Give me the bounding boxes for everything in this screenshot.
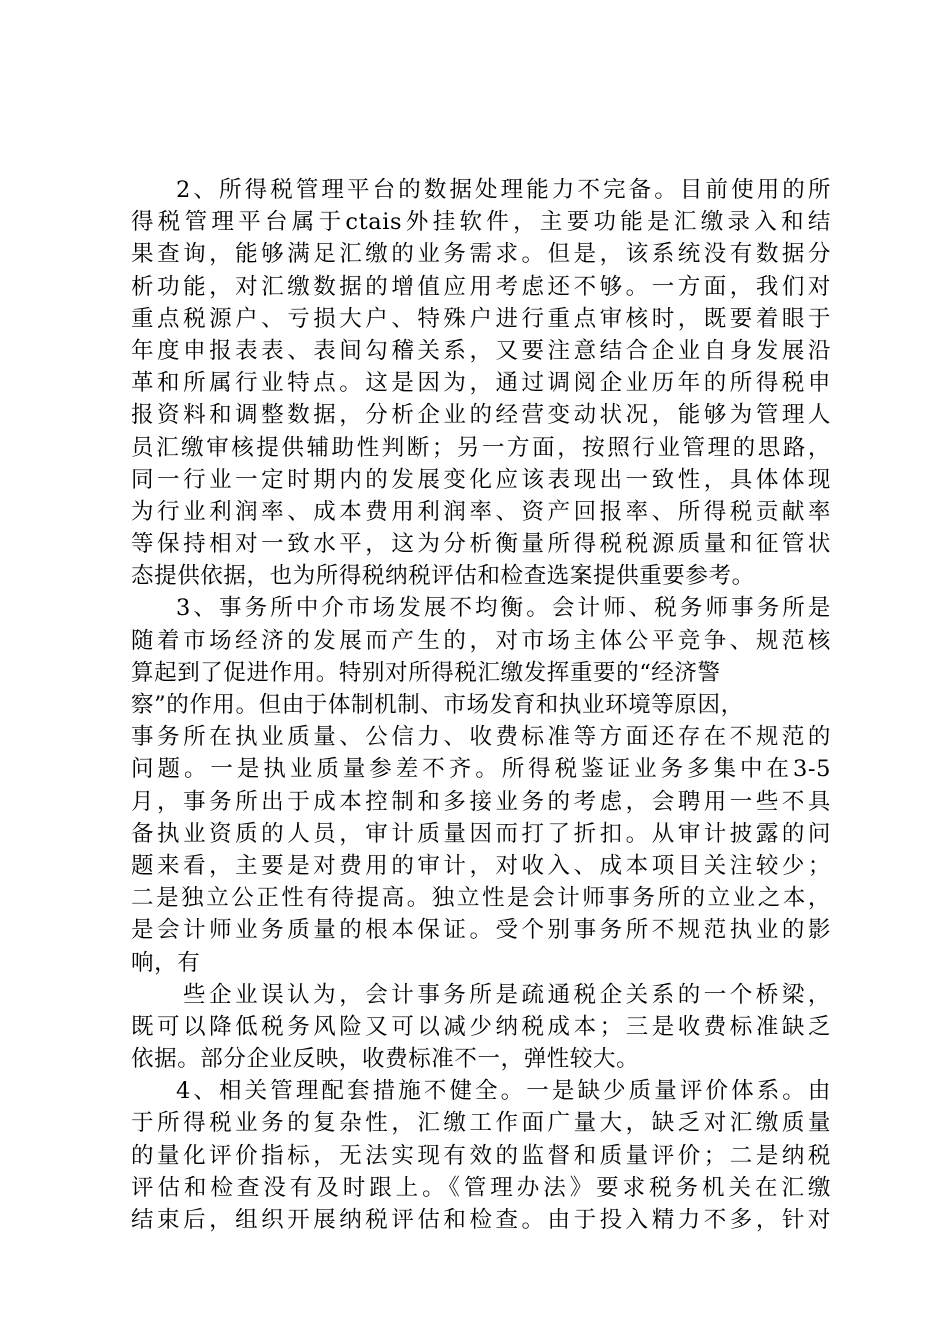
text-line: 评估和检查没有及时跟上。《管理办法》要求税务机关在汇缴 <box>131 1174 831 1201</box>
text-line: 年度申报表表、表间勾稽关系，又要注意结合企业自身发展沿 <box>131 337 831 364</box>
text-line: 态提供依据，也为所得税纳税评估和检查选案提供重要参考。 <box>131 563 755 590</box>
text-line: 问题。一是执业质量参差不齐。所得税鉴证业务多集中在3-5 <box>131 756 831 783</box>
text-line: 算起到了促进作用。特别对所得税汇缴发挥重要的“经济警 <box>131 659 721 686</box>
text-line: 得税管理平台属于ctais外挂软件，主要功能是汇缴录入和结 <box>131 209 831 236</box>
text-line: 为行业利润率、成本费用利润率、资产回报率、所得税贡献率 <box>131 498 831 525</box>
text-line: 等保持相对一致水平，这为分析衡量所得税税源质量和征管状 <box>131 531 831 558</box>
text-line: 月，事务所出于成本控制和多接业务的考虑，会聘用一些不具 <box>131 788 831 815</box>
text-line: 结束后，组织开展纳税评估和检查。由于投入精力不多，针对 <box>131 1207 831 1233</box>
paragraph-3-continued <box>131 979 831 1076</box>
text-line: 随着市场经济的发展而产生的，对市场主体公平竞争、规范核 <box>131 627 831 654</box>
paragraph-2 <box>131 174 831 592</box>
text-line: 察”的作用。但由于体制机制、市场发育和执业环境等原因， <box>131 692 744 718</box>
text-line: 重点税源户、亏损大户、特殊户进行重点审核时，既要着眼于 <box>131 305 831 332</box>
text-line: 响，有 <box>131 949 201 976</box>
text-line: 析功能，对汇缴数据的增值应用考虑还不够。一方面，我们对 <box>131 273 831 300</box>
text-line: 员汇缴审核提供辅助性判断；另一方面，按照行业管理的思路， <box>131 434 831 461</box>
text-line: 依据。部分企业反映，收费标准不一，弹性较大。 <box>131 1046 640 1073</box>
text-line: 些企业误认为，会计事务所是疏通税企关系的一个桥梁， <box>183 981 831 1008</box>
text-line: 3、事务所中介市场发展不均衡。会计师、税务师事务所是 <box>176 595 831 622</box>
text-line: 果查询，能够满足汇缴的业务需求。但是，该系统没有数据分 <box>131 241 831 268</box>
text-line: 题来看，主要是对费用的审计，对收入、成本项目关注较少； <box>131 852 831 879</box>
text-line: 的量化评价指标，无法实现有效的监督和质量评价；二是纳税 <box>131 1142 831 1169</box>
text-line: 既可以降低税务风险又可以减少纳税成本；三是收费标准缺乏 <box>131 1013 831 1040</box>
text-line: 革和所属行业特点。这是因为，通过调阅企业历年的所得税申 <box>131 370 831 397</box>
text-line: 报资料和调整数据，分析企业的经营变动状况，能够为管理人 <box>131 402 831 429</box>
text-line: 同一行业一定时期内的发展变化应该表现出一致性，具体体现 <box>131 466 831 493</box>
text-line: 事务所在执业质量、公信力、收费标准等方面还存在不规范的 <box>131 724 831 751</box>
document-body <box>131 174 831 1236</box>
text-line: 于所得税业务的复杂性，汇缴工作面广量大，缺乏对汇缴质量 <box>131 1110 831 1137</box>
text-line: 二是独立公正性有待提高。独立性是会计师事务所的立业之本， <box>131 885 831 912</box>
paragraph-4 <box>131 1075 831 1236</box>
text-line: 2、所得税管理平台的数据处理能力不完备。目前使用的所 <box>176 177 831 203</box>
text-line: 备执业资质的人员，审计质量因而打了折扣。从审计披露的问 <box>131 820 831 847</box>
text-line: 4、相关管理配套措施不健全。一是缺少质量评价体系。由 <box>176 1078 831 1105</box>
paragraph-3 <box>131 592 831 978</box>
text-line: 是会计师业务质量的根本保证。受个别事务所不规范执业的影 <box>131 917 831 944</box>
